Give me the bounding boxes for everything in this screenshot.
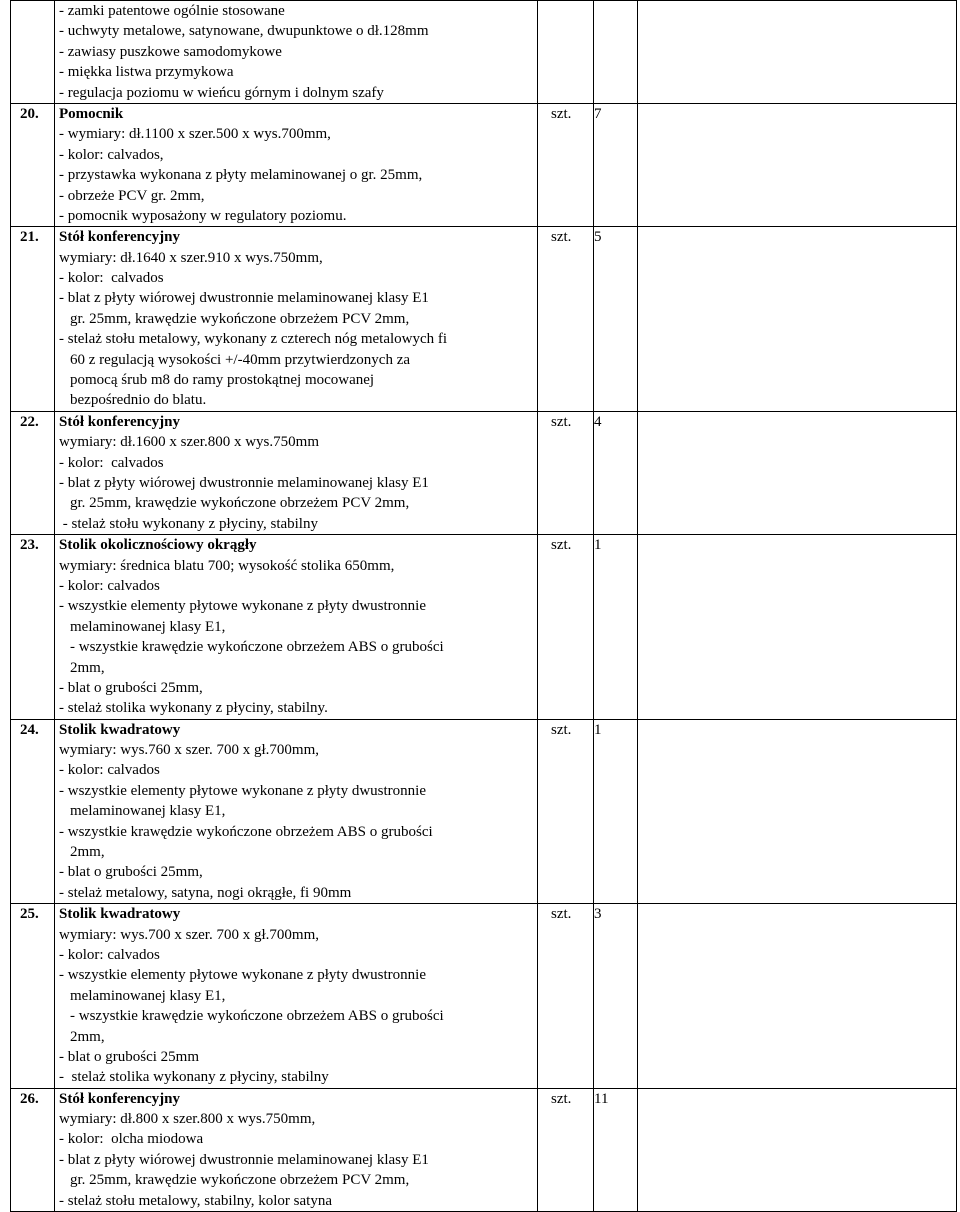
- unit-cell: [538, 535, 594, 720]
- item-number: 25.: [11, 904, 55, 1089]
- description-line: wymiary: dł.1600 x szer.800 x wys.750mm: [59, 434, 319, 451]
- description-line: - wymiary: dł.1100 x szer.500 x wys.700mm,: [59, 126, 331, 143]
- item-description: [55, 719, 538, 904]
- unit-cell: [538, 904, 594, 1089]
- description-line: - kolor: calvados: [59, 577, 160, 594]
- description-line: melaminowanej klasy E1,: [70, 618, 226, 635]
- description-line: - wszystkie krawędzie wykończone obrzeżem ABS o grubości: [70, 1008, 444, 1025]
- unit-cell: [538, 719, 594, 904]
- empty-cell: [638, 1, 957, 104]
- description-line: - wszystkie elementy płytowe wykonane z płyty dwustronnie: [59, 598, 427, 615]
- empty-cell: [638, 1088, 957, 1211]
- quantity-value: 1: [594, 721, 602, 738]
- quantity-value: 1: [594, 537, 602, 554]
- quantity-cell: [594, 535, 638, 720]
- unit-cell: [538, 103, 594, 226]
- table-row: [11, 1, 957, 104]
- description-line: - kolor: calvados: [59, 946, 160, 963]
- description-line: - uchwyty metalowe, satynowane, dwupunktowe o dł.128mm: [59, 23, 429, 40]
- description-line: - zawiasy puszkowe samodomykowe: [59, 43, 282, 60]
- description-line: - regulacja poziomu w wieńcu górnym i dolnym szafy: [59, 84, 384, 101]
- description-line: - kolor: calvados: [59, 762, 160, 779]
- description-line: 2mm,: [70, 844, 105, 861]
- specification-table: [10, 0, 957, 1212]
- description-line: - stelaż metalowy, satyna, nogi okrągłe, fi 90mm: [59, 884, 352, 901]
- description-line: wymiary: dł.1640 x szer.910 x wys.750mm,: [59, 249, 323, 266]
- quantity-value: [594, 1, 637, 21]
- description-line: - kolor: calvados: [59, 454, 164, 471]
- unit-cell: [538, 227, 594, 412]
- description-line: 2mm,: [70, 1028, 105, 1045]
- item-description: [55, 103, 538, 226]
- item-title: Stolik okolicznościowy okrągły: [59, 537, 257, 554]
- item-title: Stół konferencyjny: [59, 413, 180, 430]
- empty-cell: [638, 411, 957, 534]
- quantity-value: 4: [594, 413, 602, 430]
- description-line: bezpośrednio do blatu.: [70, 392, 207, 409]
- unit-cell: [538, 1088, 594, 1211]
- unit-label: szt.: [551, 721, 572, 738]
- description-line: - stelaż stołu wykonany z płyciny, stabilny: [59, 515, 318, 532]
- description-line: - przystawka wykonana z płyty melaminowanej o gr. 25mm,: [59, 167, 423, 184]
- description-line: - zamki patentowe ogólnie stosowane: [59, 3, 285, 19]
- item-number: 23.: [11, 535, 55, 720]
- unit-label: szt.: [551, 906, 572, 923]
- empty-cell: [638, 227, 957, 412]
- empty-cell: [638, 719, 957, 904]
- item-title: Stół konferencyjny: [59, 1090, 180, 1107]
- description-line: wymiary: wys.760 x szer. 700 x gł.700mm,: [59, 742, 319, 759]
- quantity-value: 11: [594, 1090, 609, 1107]
- unit-label: szt.: [551, 1090, 572, 1107]
- table-row: [11, 904, 957, 1089]
- unit-label: szt.: [551, 229, 572, 246]
- table-row: [11, 227, 957, 412]
- description-line: 2mm,: [70, 659, 105, 676]
- description-line: 60 z regulacją wysokości +/-40mm przytwierdzonych za: [70, 351, 411, 368]
- unit-label: szt.: [551, 537, 572, 554]
- quantity-cell: [594, 227, 638, 412]
- description-line: wymiary: dł.800 x szer.800 x wys.750mm,: [59, 1111, 316, 1128]
- item-description: [55, 1088, 538, 1211]
- item-description: [55, 411, 538, 534]
- description-line: melaminowanej klasy E1,: [70, 803, 226, 820]
- description-line: - pomocnik wyposażony w regulatory poziomu.: [59, 207, 347, 224]
- item-title: Pomocnik: [59, 105, 124, 122]
- item-description: [55, 1, 538, 104]
- empty-cell: [638, 103, 957, 226]
- description-line: wymiary: wys.700 x szer. 700 x gł.700mm,: [59, 926, 319, 943]
- quantity-value: 3: [594, 906, 602, 923]
- item-number: 21.: [11, 227, 55, 412]
- item-number: 24.: [11, 719, 55, 904]
- description-line: - wszystkie elementy płytowe wykonane z płyty dwustronnie: [59, 782, 427, 799]
- description-line: gr. 25mm, krawędzie wykończone obrzeżem PCV 2mm,: [70, 1172, 410, 1189]
- item-number: [11, 1, 55, 104]
- table-row: [11, 535, 957, 720]
- item-number: 20.: [11, 103, 55, 226]
- description-line: - stelaż stołu metalowy, stabilny, kolor satyna: [59, 1192, 332, 1209]
- description-line: - blat o grubości 25mm,: [59, 679, 203, 696]
- item-description: [55, 535, 538, 720]
- description-line: - wszystkie elementy płytowe wykonane z płyty dwustronnie: [59, 967, 427, 984]
- item-description: [55, 904, 538, 1089]
- description-line: - blat z płyty wiórowej dwustronnie melaminowanej klasy E1: [59, 290, 429, 307]
- table-row: [11, 103, 957, 226]
- unit-cell: [538, 411, 594, 534]
- description-line: - blat o grubości 25mm: [59, 1048, 199, 1065]
- unit-label: szt.: [551, 413, 572, 430]
- description-line: - blat o grubości 25mm,: [59, 864, 203, 881]
- description-line: - obrzeże PCV gr. 2mm,: [59, 187, 205, 204]
- item-title: Stolik kwadratowy: [59, 721, 181, 738]
- description-line: - blat z płyty wiórowej dwustronnie melaminowanej klasy E1: [59, 1151, 429, 1168]
- description-line: - miękka listwa przymykowa: [59, 64, 234, 81]
- description-line: - kolor: olcha miodowa: [59, 1131, 204, 1148]
- description-line: - stelaż stolika wykonany z płyciny, stabilny.: [59, 700, 328, 717]
- unit-cell: [538, 1, 594, 104]
- description-line: gr. 25mm, krawędzie wykończone obrzeżem PCV 2mm,: [70, 495, 410, 512]
- description-line: - blat z płyty wiórowej dwustronnie melaminowanej klasy E1: [59, 474, 429, 491]
- quantity-cell: [594, 103, 638, 226]
- description-line: wymiary: średnica blatu 700; wysokość stolika 650mm,: [59, 557, 395, 574]
- quantity-cell: [594, 719, 638, 904]
- quantity-value: 7: [594, 105, 602, 122]
- table-body: [11, 1, 957, 1212]
- description-line: gr. 25mm, krawędzie wykończone obrzeżem PCV 2mm,: [70, 310, 410, 327]
- description-line: - stelaż stolika wykonany z płyciny, stabilny: [59, 1069, 329, 1086]
- item-title: Stolik kwadratowy: [59, 906, 181, 923]
- quantity-cell: [594, 1088, 638, 1211]
- description-line: - wszystkie krawędzie wykończone obrzeżem ABS o grubości: [59, 823, 433, 840]
- empty-cell: [638, 904, 957, 1089]
- description-line: - kolor: calvados: [59, 270, 164, 287]
- description-line: - wszystkie krawędzie wykończone obrzeżem ABS o grubości: [70, 639, 444, 656]
- quantity-cell: [594, 904, 638, 1089]
- unit-label: szt.: [551, 105, 572, 122]
- item-number: 22.: [11, 411, 55, 534]
- empty-cell: [638, 535, 957, 720]
- unit-label: [551, 1, 593, 21]
- table-row: [11, 1088, 957, 1211]
- description-line: pomocą śrub m8 do ramy prostokątnej mocowanej: [70, 372, 375, 389]
- quantity-value: 5: [594, 229, 602, 246]
- item-title: Stół konferencyjny: [59, 229, 180, 246]
- description-line: - kolor: calvados,: [59, 146, 164, 163]
- quantity-cell: [594, 1, 638, 104]
- description-line: - stelaż stołu metalowy, wykonany z czterech nóg metalowych fi: [59, 331, 448, 348]
- item-description: [55, 227, 538, 412]
- quantity-cell: [594, 411, 638, 534]
- table-row: [11, 719, 957, 904]
- description-line: melaminowanej klasy E1,: [70, 987, 226, 1004]
- table-row: [11, 411, 957, 534]
- item-number: 26.: [11, 1088, 55, 1211]
